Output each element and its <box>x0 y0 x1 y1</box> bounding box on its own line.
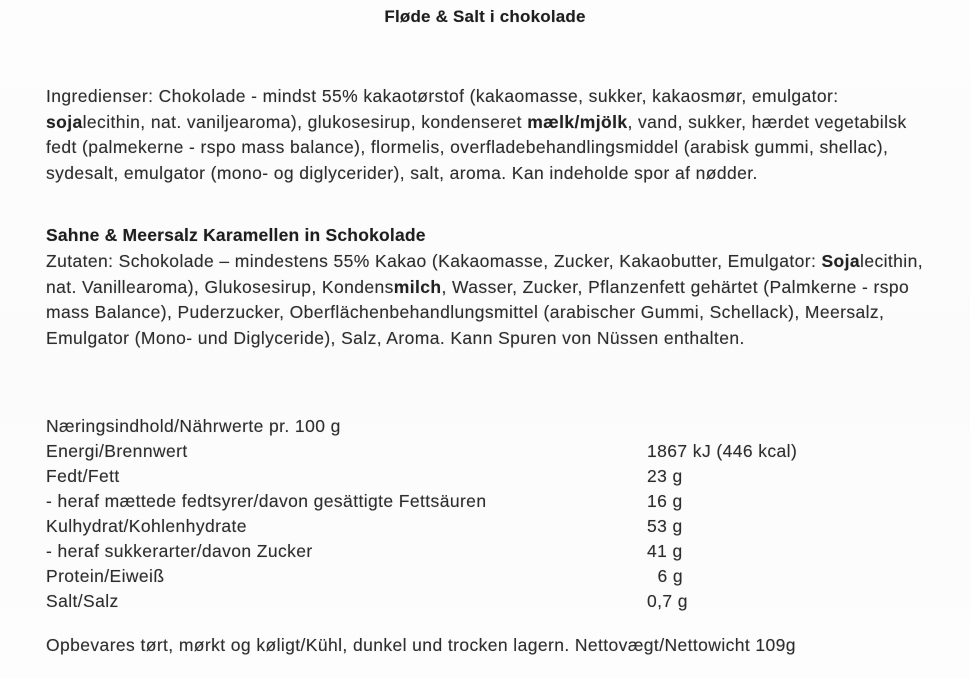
storage-and-netweight-note: Opbevares tørt, mørkt og køligt/Kühl, dunkel und trocken lagern. Nettovægt/Nettowicht 109g <box>46 635 796 655</box>
nutrition-label: - heraf mættede fedtsyrer/davon gesättigte Fettsäuren <box>46 491 487 511</box>
german-section-heading: Sahne & Meersalz Karamellen in Schokolade <box>46 225 426 245</box>
nutrition-label: Fedt/Fett <box>46 466 120 486</box>
product-title: Fløde & Salt i chokolade <box>384 7 586 26</box>
nutrition-label: Salt/Salz <box>46 591 119 611</box>
nutrition-value: 1867 kJ (446 kcal) <box>647 441 798 461</box>
nutrition-value: 16 g <box>647 491 683 511</box>
nutrition-value: 0,7 g <box>647 591 688 611</box>
nutrition-table-header: Næringsindhold/Nährwerte pr. 100 g <box>46 416 341 436</box>
nutrition-label: Kulhydrat/Kohlenhydrate <box>46 516 247 536</box>
nutrition-value: 41 g <box>647 541 683 561</box>
ingredients-german-section <box>46 225 936 353</box>
nutrition-row-salt <box>46 591 936 616</box>
nutrition-label: Protein/Eiweiß <box>46 566 165 586</box>
nutrition-value: 53 g <box>647 516 683 536</box>
nutrition-row-saturated-fat <box>46 491 936 516</box>
nutrition-value: 23 g <box>647 466 683 486</box>
nutrition-value: 6 g <box>647 566 684 586</box>
ingredients-german-paragraph: Zutaten: Schokolade – mindestens 55% Kakao (Kakaomasse, Zucker, Kakaobutter, Emulgator: Sojalecithin, nat. Vanillearoma), Glukosesirup, Kondensmilch, Wasser, Zucker, Pflanzenfett gehärtet (Palmkerne - rspo mass Balance), Puderzucker, Oberflächenbehandlungsmittel (arabischer Gummi, Schellack), Meersalz, Emulgator (Mono- und Diglyceride), Salz, Aroma. Kann Spuren von Nüssen enthalten. <box>46 251 923 348</box>
nutrition-row-protein <box>46 566 936 591</box>
nutrition-row-energy <box>46 441 936 466</box>
nutrition-row-fat <box>46 466 936 491</box>
nutrition-row-carbohydrate <box>46 516 936 541</box>
nutrition-label: - heraf sukkerarter/davon Zucker <box>46 541 313 561</box>
nutrition-label: Energi/Brennwert <box>46 441 188 461</box>
nutrition-row-sugars <box>46 541 936 566</box>
ingredients-danish-paragraph: Ingredienser: Chokolade - mindst 55% kakaotørstof (kakaomasse, sukker, kakaosmør, emulgator: sojalecithin, nat. vaniljearoma), glukosesirup, kondenseret mælk/mjölk, vand, sukker, hærdet vegetabilsk fedt (palmekerne - rspo mass balance), flormelis, overfladebehandlingsmiddel (arabisk gummi, shellac), sydesalt, emulgator (mono- og diglycerider), salt, aroma. Kan indeholde spor af nødder. <box>46 86 907 183</box>
nutrition-table <box>46 416 936 616</box>
